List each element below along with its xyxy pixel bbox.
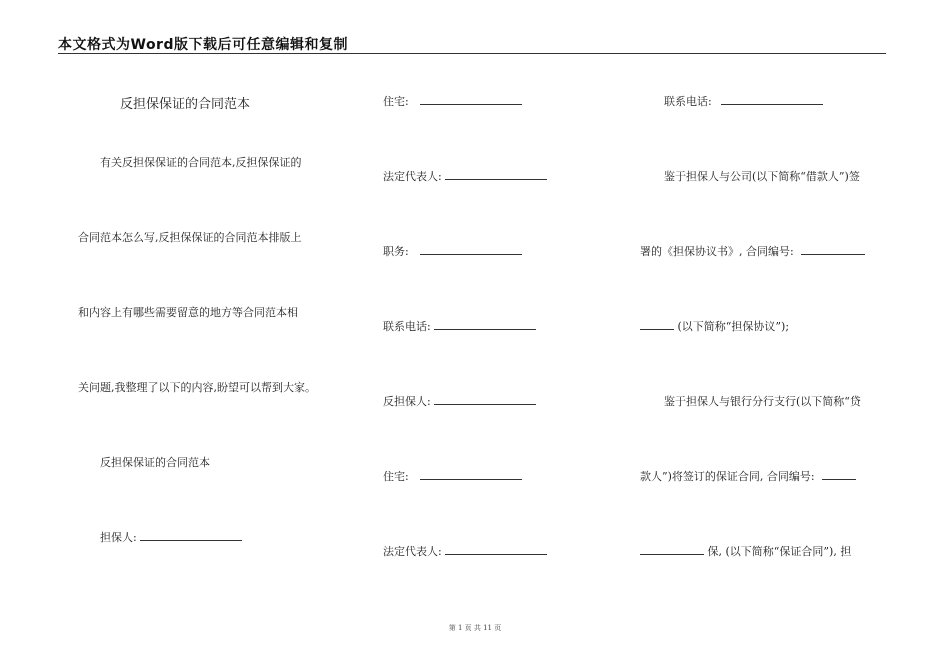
legal-representative-field [383, 168, 547, 184]
page-header: 本文格式为Word版下载后可任意编辑和复制 [58, 37, 348, 53]
fill-in-blank [445, 178, 547, 180]
paragraph-text: 保, (以下简称“保证合同”), 担 [707, 545, 852, 558]
address-field [383, 93, 522, 109]
agreement-name-line [640, 318, 789, 334]
field-label: 法定代表人: [383, 545, 442, 558]
contract-number-line [640, 243, 865, 259]
field-label: 住宅: [383, 95, 409, 108]
paragraph-line: 合同范本怎么写,反担保保证的合同范本排版上 [78, 231, 302, 244]
address-field [383, 468, 522, 484]
section-subtitle: 反担保保证的合同范本 [100, 456, 210, 469]
fill-in-blank [801, 253, 865, 255]
field-label: 联系电话: [383, 320, 431, 333]
phone-field [383, 318, 536, 334]
paragraph-text: 署的《担保协议书》, 合同编号: [640, 245, 794, 258]
fill-in-blank [140, 539, 242, 541]
fill-in-blank [434, 403, 536, 405]
paragraph-line: 关问题,我整理了以下的内容,盼望可以帮到大家。 [78, 381, 316, 394]
paragraph-line: 鉴于担保人与公司(以下简称“借款人”)签 [664, 170, 860, 183]
fill-in-blank [445, 553, 547, 555]
paragraph-text: 款人”)将签订的保证合同, 合同编号: [640, 470, 815, 483]
fill-in-blank [822, 478, 856, 480]
fill-in-blank [420, 253, 522, 255]
guarantor-field [100, 529, 242, 545]
field-label: 反担保人: [383, 395, 431, 408]
fill-in-blank [640, 553, 704, 555]
paragraph-text: (以下简称“担保协议”); [677, 320, 790, 333]
fill-in-blank [640, 328, 674, 330]
position-field [383, 243, 522, 259]
paragraph-line: 有关反担保保证的合同范本,反担保保证的 [100, 156, 302, 169]
guarantee-contract-line [640, 543, 851, 559]
paragraph-line: 和内容上有哪些需要留意的地方等合同范本相 [78, 306, 298, 319]
header-rule [58, 53, 886, 54]
phone-field [664, 93, 823, 109]
fill-in-blank [434, 328, 536, 330]
page-number: 第 1 页 共 11 页 [448, 624, 502, 632]
fill-in-blank [721, 103, 823, 105]
document-title: 反担保保证的合同范本 [120, 97, 251, 112]
field-label: 联系电话: [664, 95, 712, 108]
paragraph-line: 鉴于担保人与银行分行支行(以下简称“贷 [664, 395, 861, 408]
field-label: 住宅: [383, 470, 409, 483]
fill-in-blank [420, 478, 522, 480]
counter-guarantor-field [383, 393, 536, 409]
field-label: 法定代表人: [383, 170, 442, 183]
legal-representative-field [383, 543, 547, 559]
contract-number-line [640, 468, 856, 484]
field-label: 担保人: [100, 531, 137, 544]
fill-in-blank [420, 103, 522, 105]
field-label: 职务: [383, 245, 409, 258]
